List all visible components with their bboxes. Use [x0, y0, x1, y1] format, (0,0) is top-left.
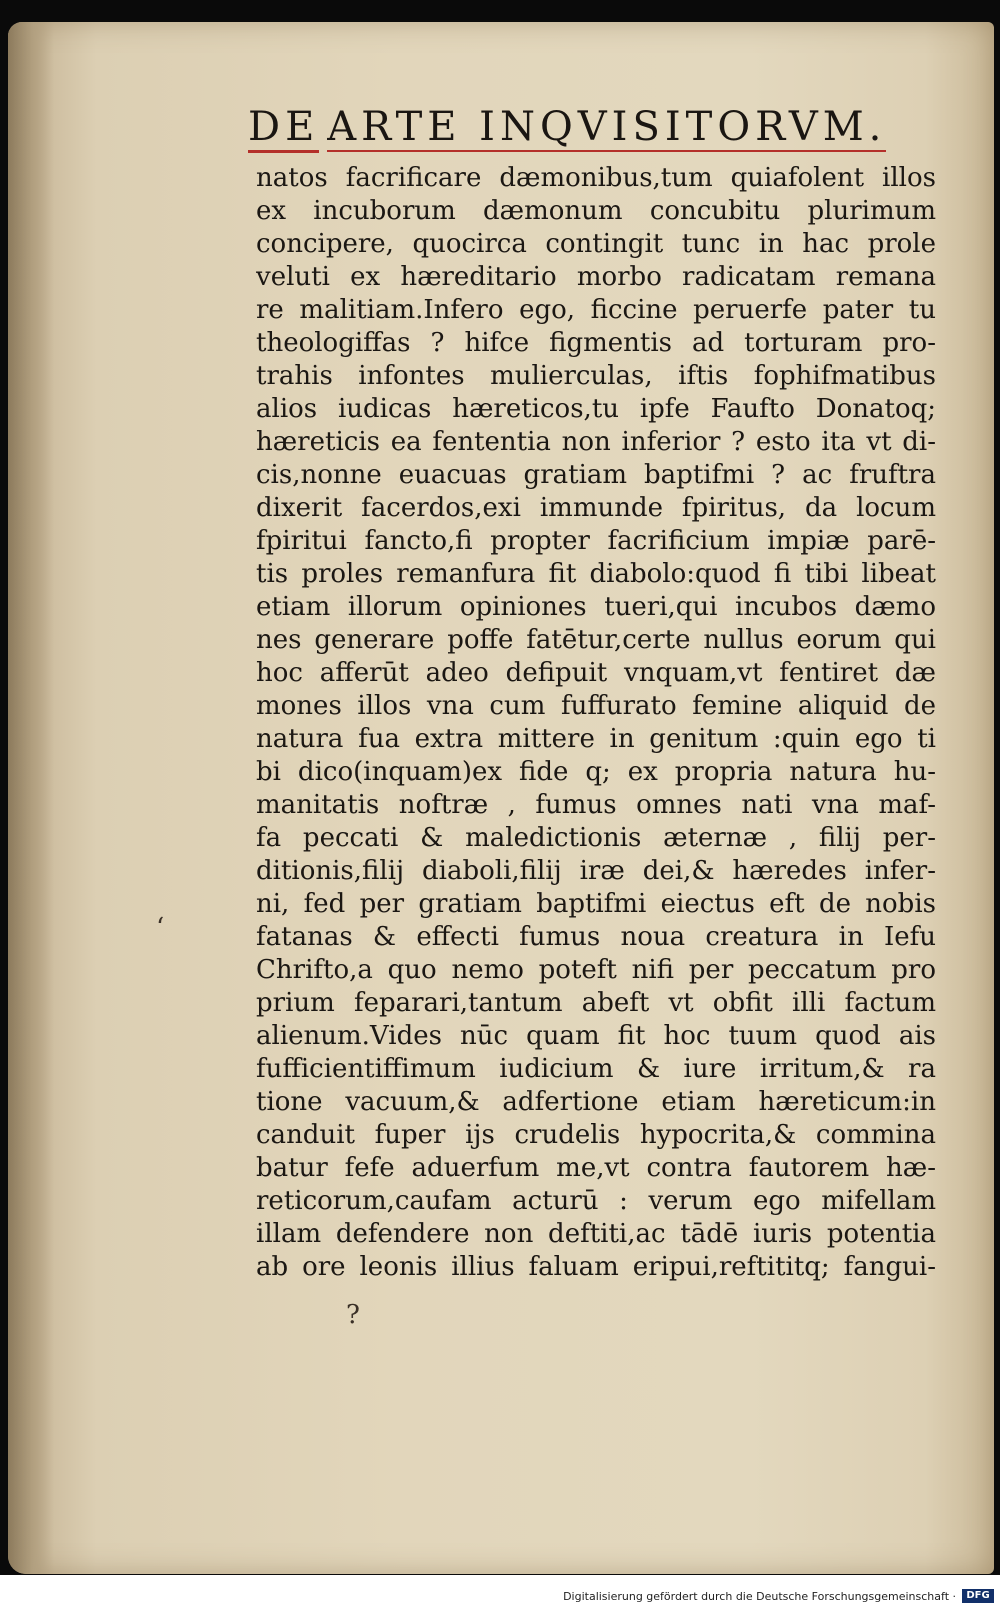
- margin-mark: ‘: [156, 913, 165, 943]
- running-head-title: ARTE INQVISITORVM.: [327, 104, 887, 150]
- text-line: Chrifto,a quo nemo poteft nifi per peccatum pro: [256, 955, 936, 985]
- text-line: bi dico(inquam)ex fide q; ex propria natura hu-: [256, 757, 936, 787]
- footer-credit: Digitalisierung gefördert durch die Deutsche Forschungsgemeinschaft ·: [563, 1590, 956, 1603]
- text-line: mones illos vna cum fuffurato femine aliquid de: [256, 691, 936, 721]
- text-line: tis proles remanfura fit diabolo:quod fi tibi libeat: [256, 559, 936, 589]
- running-head: [248, 104, 948, 158]
- text-line: natos facrificare dæmonibus,tum quiafolent illos: [256, 163, 936, 193]
- text-line: fatanas & effecti fumus noua creatura in Iefu: [256, 922, 936, 952]
- text-line: illam defendere non deftiti,ac tādē iuris potentia: [256, 1219, 936, 1249]
- text-line: batur fefe aduerfum me,vt contra fautorem hæ-: [256, 1153, 936, 1183]
- text-line: ditionis,filij diaboli,filij iræ dei,& hæredes infer-: [256, 856, 936, 886]
- running-head-initial: DE: [248, 104, 319, 153]
- text-line: prium feparari,tantum abeft vt obfit illi factum: [256, 988, 936, 1018]
- text-line: re malitiam.Infero ego, ficcine peruerfe pater tu: [256, 295, 936, 325]
- dfg-logo: DFG: [962, 1589, 994, 1603]
- text-line: fufficientiffimum iudicium & iure irritum,& ra: [256, 1054, 936, 1084]
- text-line: alienum.Vides nūc quam fit hoc tuum quod ais: [256, 1021, 936, 1051]
- text-line: fpiritui fancto,fi propter facrificium impiæ parē-: [256, 526, 936, 556]
- text-line: concipere, quocirca contingit tunc in hac prole: [256, 229, 936, 259]
- text-line: cis,nonne euacuas gratiam baptifmi ? ac fruftra: [256, 460, 936, 490]
- text-line: natura fua extra mittere in genitum :quin ego ti: [256, 724, 936, 754]
- text-line: hoc afferūt adeo defipuit vnquam,vt fentiret dæ: [256, 658, 936, 688]
- text-line: canduit fuper ijs crudelis hypocrita,& commina: [256, 1120, 936, 1150]
- main-text-block: [256, 162, 936, 1284]
- catchword: ?: [346, 1300, 360, 1330]
- text-line: manitatis noftræ , fumus omnes nati vna maf-: [256, 790, 936, 820]
- text-line: veluti ex hæreditario morbo radicatam remana: [256, 262, 936, 292]
- text-line: reticorum,caufam acturū : verum ego mifellam: [256, 1186, 936, 1216]
- text-line: fa peccati & maledictionis æternæ , filij per-: [256, 823, 936, 853]
- text-line: hæreticis ea fententia non inferior ? esto ita vt di-: [256, 427, 936, 457]
- text-line: theologiffas ? hifce figmentis ad torturam pro-: [256, 328, 936, 358]
- text-line: nes generare poffe fatētur,certe nullus eorum qui: [256, 625, 936, 655]
- text-line: dixerit facerdos,exi immunde fpiritus, da locum: [256, 493, 936, 523]
- text-line: etiam illorum opiniones tueri,qui incubos dæmo: [256, 592, 936, 622]
- text-line: alios iudicas hæreticos,tu ipfe Faufto Donatoq;: [256, 394, 936, 424]
- text-line: tione vacuum,& adfertione etiam hæreticum:in: [256, 1087, 936, 1117]
- text-line: trahis infontes mulierculas, iftis fophifmatibus: [256, 361, 936, 391]
- page-gutter: [8, 22, 54, 1574]
- text-line: ex incuborum dæmonum concubitu plurimum: [256, 196, 936, 226]
- text-line: ni, fed per gratiam baptifmi eiectus eft de nobis: [256, 889, 936, 919]
- text-line: ab ore leonis illius faluam eripui,reftititq; fangui-: [256, 1252, 936, 1282]
